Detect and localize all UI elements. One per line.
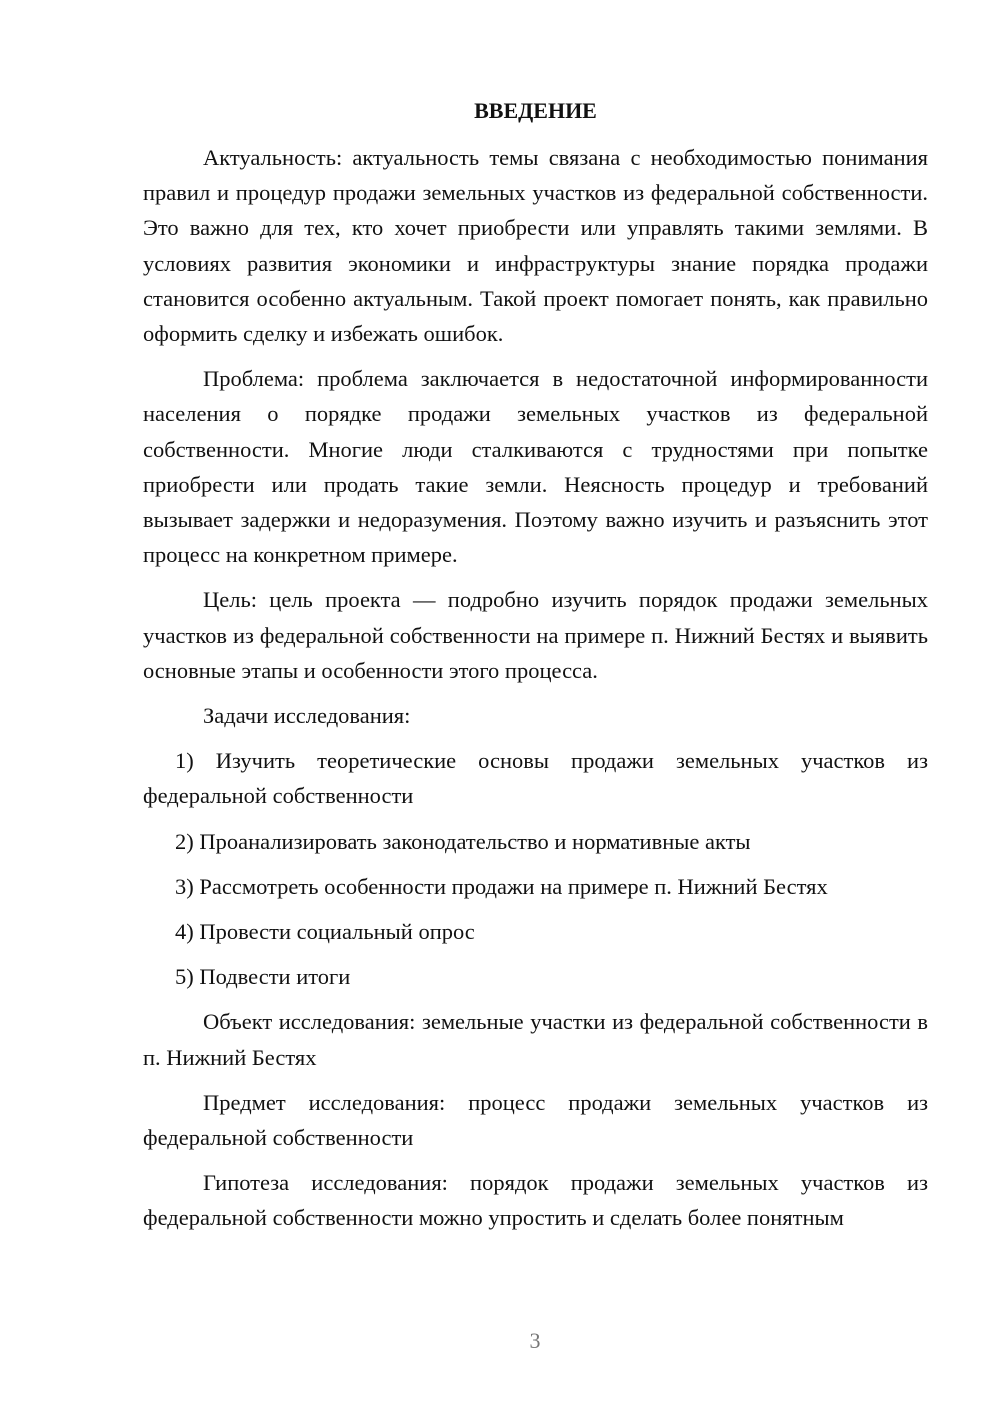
task-item: 1) Изучить теоретические основы продажи земельных участков из федеральной собственности	[143, 748, 928, 809]
paragraph-hypothesis: Гипотеза исследования: порядок продажи земельных участков из федеральной собственности можно упростить и сделать более понятным	[143, 1170, 928, 1231]
paragraph-subject: Предмет исследования: процесс продажи земельных участков из федеральной собственности	[143, 1089, 928, 1151]
task-item: 2) Проанализировать законодательство и нормативные акты	[175, 828, 751, 854]
page-number: 3	[529, 1328, 541, 1353]
paragraph-relevance: Актуальность: актуальность темы связана с необходимостью понимания правил и процедур продажи земельных участков из федеральной собственности. Это важно для тех, кто хочет приобрести или управлять такими землями. В условиях развития экономики и инфраструктуры знание порядка продажи становится особенно актуальным. Такой проект помогает понять, как правильно оформить сделку и избежать ошибок.	[143, 145, 928, 347]
task-item: 4) Провести социальный опрос	[175, 919, 475, 945]
document-page	[143, 96, 928, 1246]
tasks-heading: Задачи исследования:	[203, 703, 411, 729]
task-item: 5) Подвести итоги	[175, 964, 351, 990]
paragraph-object: Объект исследования: земельные участки из федеральной собственности в п. Нижний Бестях	[143, 1009, 928, 1070]
task-item: 3) Рассмотреть особенности продажи на примере п. Нижний Бестях	[175, 873, 828, 899]
paragraph-problem: Проблема: проблема заключается в недостаточной информированности населения о порядке продажи земельных участков из федеральной собственности. Многие люди сталкиваются с трудностями при попытке приобрести или продать такие земли. Неясность процедур и требований вызывает задержки и недоразумения. Поэтому важно изучить и разъяснить этот процесс на конкретном примере.	[143, 366, 928, 568]
section-title: ВВЕДЕНИЕ	[474, 98, 597, 123]
paragraph-goal: Цель: цель проекта — подробно изучить порядок продажи земельных участков из федеральной собственности на примере п. Нижний Бестях и выявить основные этапы и особенности этого процесса.	[143, 587, 928, 683]
